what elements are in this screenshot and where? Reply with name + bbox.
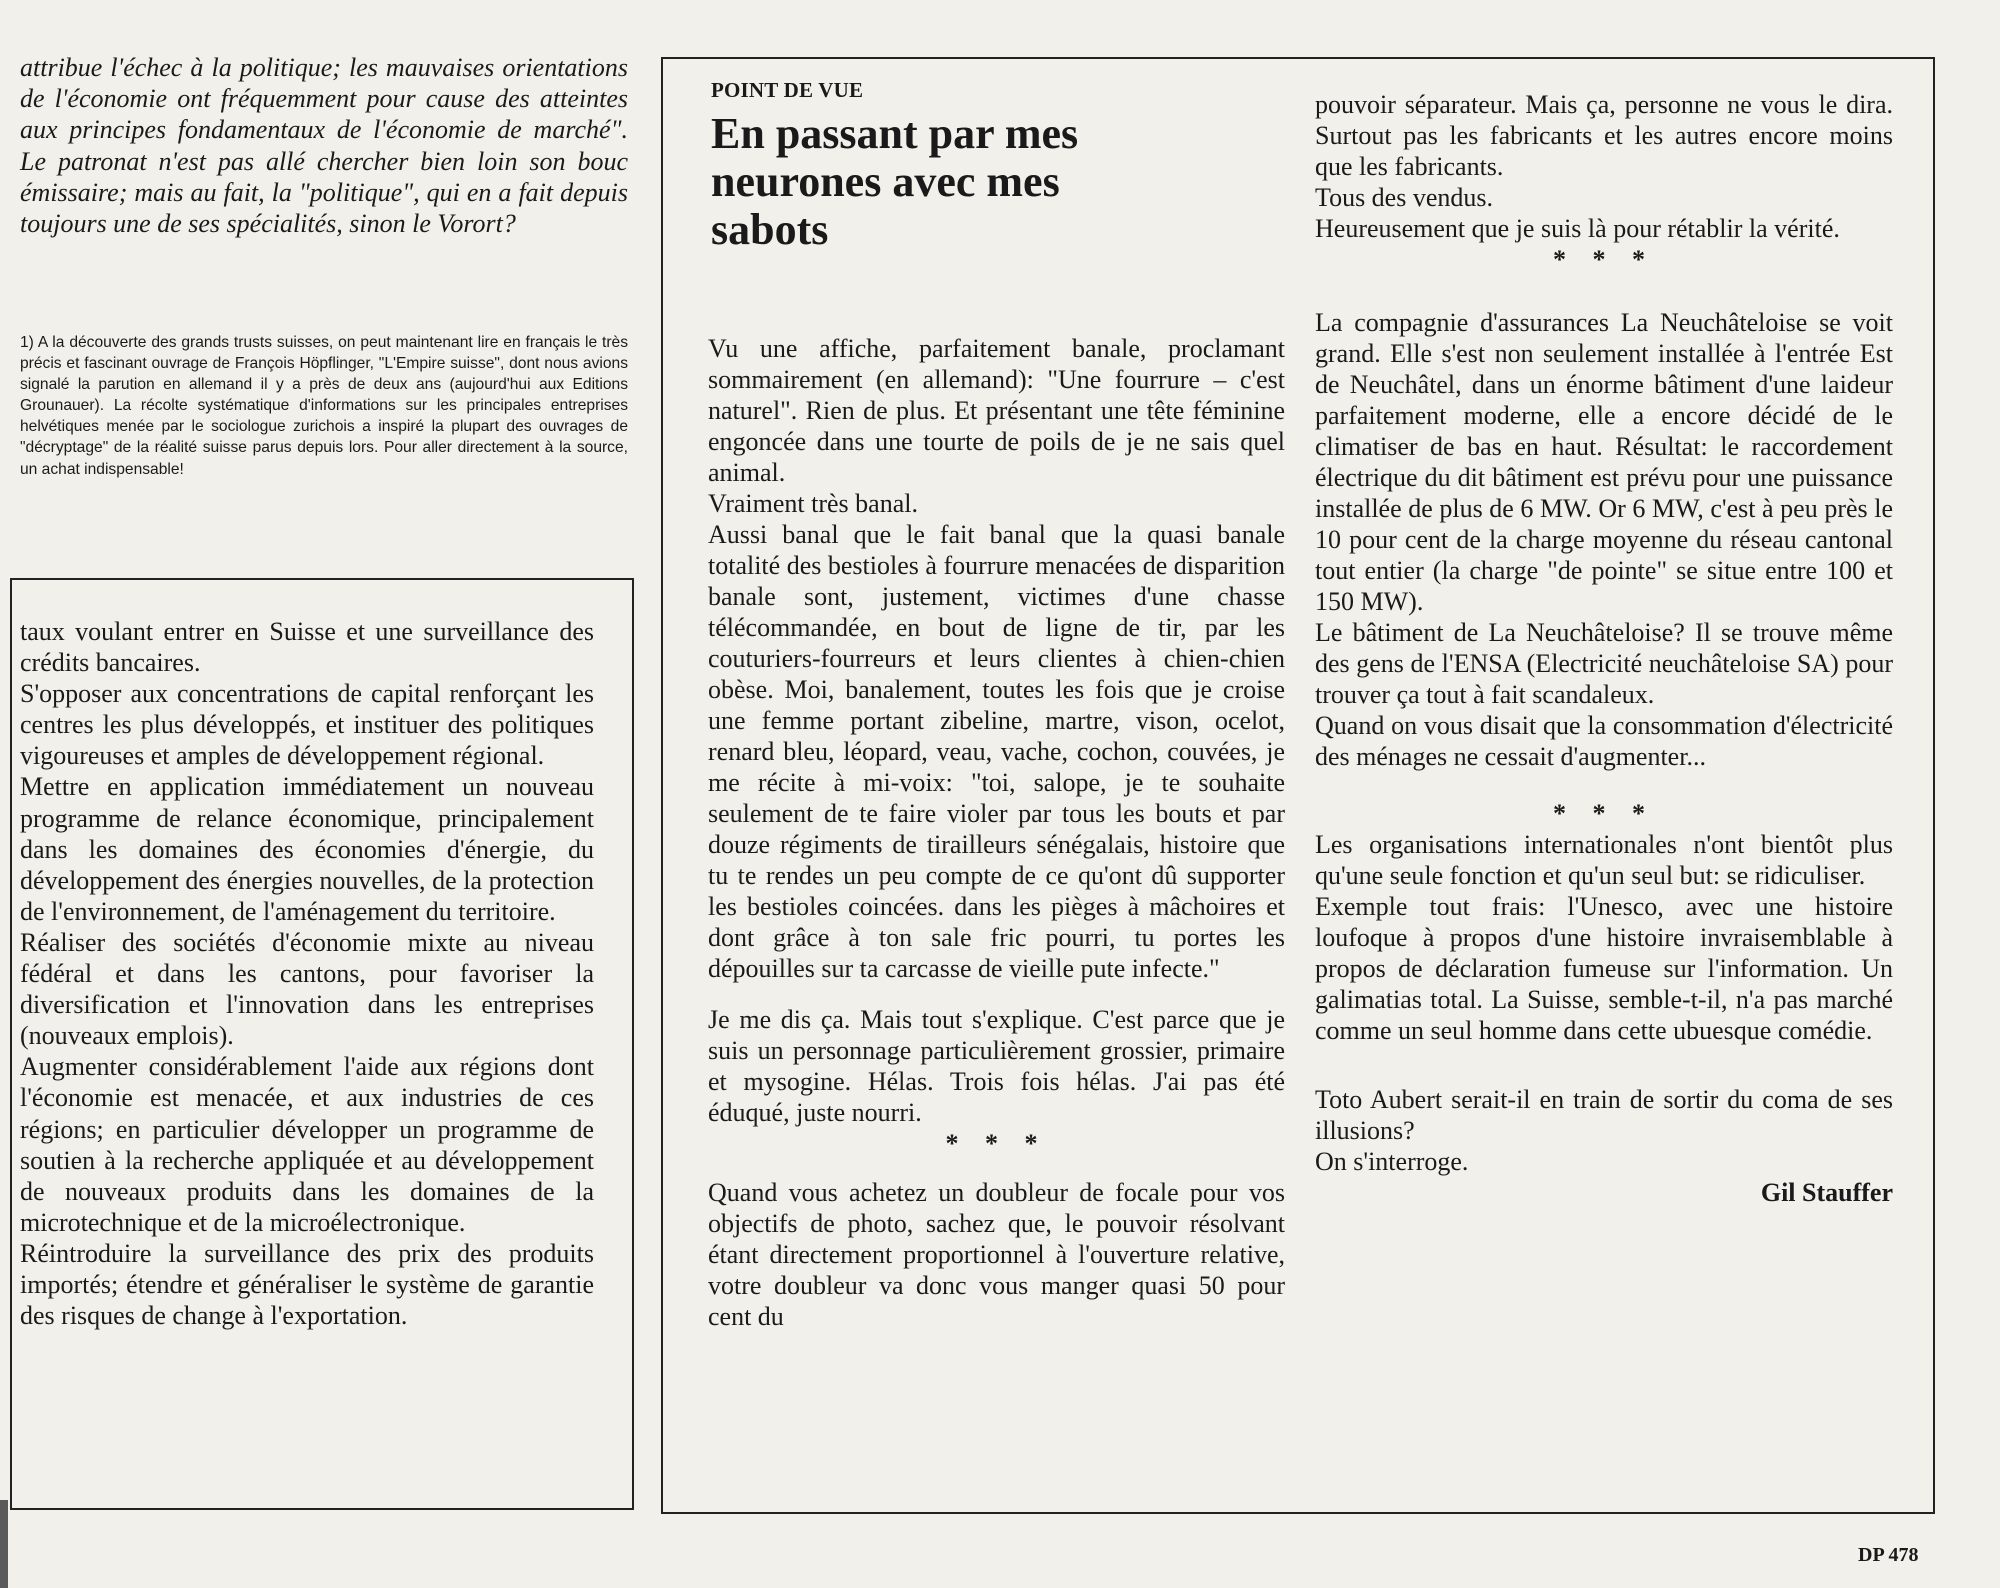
section-separator: * * * xyxy=(1553,799,1655,828)
article-paragraph: Vu une affiche, parfaitement banale, proclamant sommairement (en allemand): "Une fourrure – c'est naturel". Rien de plus. Et présentant une tête féminine engoncée dans une tourte de poils de je ne sais quel animal. xyxy=(708,334,1285,487)
section-separator: * * * xyxy=(1553,245,1655,274)
box-paragraph: Mettre en application immédiatement un nouveau programme de relance économique, principalement dans les domaines des économies d'énergie, du développement des énergies nouvelles, de la protection de l'environnement, de l'aménagement du territoire. xyxy=(20,772,594,926)
article-paragraph: Les organisations internationales n'ont bientôt plus qu'une seule fonction et qu'un seul but: se ridiculiser. xyxy=(1315,830,1893,890)
box-paragraph: S'opposer aux concentrations de capital renforçant les centres les plus développés, et instituer des politiques vigoureuses et amples de développement régional. xyxy=(20,679,594,771)
article-paragraph: Quand vous achetez un doubleur de focale pour vos objectifs de photo, sachez que, le pouvoir résolvant étant directement proportionnel à l'ouverture relative, votre doubleur va donc vous manger quasi 50 pour cent du xyxy=(708,1178,1285,1331)
article-paragraph: Vraiment très banal. xyxy=(708,489,918,518)
page-number: DP 478 xyxy=(1858,1544,1919,1566)
box-paragraph: taux voulant entrer en Suisse et une surveillance des crédits bancaires. xyxy=(20,617,594,678)
article-paragraph: Quand on vous disait que la consommation d'électricité des ménages ne cessait d'augmenter... xyxy=(1315,711,1893,771)
box-paragraph: Réaliser des sociétés d'économie mixte au niveau fédéral et dans les cantons, pour favoriser la diversification et l'innovation dans les entreprises (nouveaux emplois). xyxy=(20,927,594,1051)
article-paragraph: Toto Aubert serait-il en train de sortir du coma de ses illusions? xyxy=(1315,1085,1893,1145)
article-title: En passant par mes neurones avec mes sabots xyxy=(711,109,1079,254)
footnote xyxy=(20,332,628,480)
footnote-text: 1) A la découverte des grands trusts suisses, on peut maintenant lire en français le très précis et fascinant ouvrage de François Höpflinger, "L'Empire suisse", dont nous avions signalé la parution en allemand il y a près de deux ans (aujourd'hui aux Editions Grounauer). La récolte systématique d'informations sur les principales entreprises helvétiques menée par le sociologue zurichois a inspiré la plupart des ouvrages de "décryptage" de la réalité suisse parus depuis lors. Pour aller directement à la source, un achat indispensable! xyxy=(20,334,628,478)
article-paragraph: La compagnie d'assurances La Neuchâteloise se voit grand. Elle s'est non seulement installée à l'entrée Est de Neuchâtel, dans un énorme bâtiment d'une laideur parfaitement moderne, elle a encore décidé de le climatiser de bas en haut. Résultat: le raccordement électrique du dit bâtiment est prévu pour une puissance installée de plus de 6 MW. Or 6 MW, c'est à peu près le 10 pour cent de la charge moyenne du réseau cantonal tout entier (la charge "de pointe" se situe entre 100 et 150 MW). xyxy=(1315,308,1893,616)
section-separator: * * * xyxy=(945,1129,1048,1158)
page-edge-shadow xyxy=(0,1500,8,1588)
box-paragraph: Augmenter considérablement l'aide aux régions dont l'économie est menacée, et aux industries de ces régions; en particulier développer un programme de soutien à la recherche appliquée et au développement de nouveaux produits dans les domaines de la microtechnique et de la microélectronique. xyxy=(20,1052,594,1237)
article-paragraph: Exemple tout frais: l'Unesco, avec une histoire loufoque à propos d'une histoire invraisemblable à propos de déclaration fumeuse sur l'information. Un galimatias total. La Suisse, semble-t-il, n'a pas marché comme un seul homme dans cette ubuesque comédie. xyxy=(1315,892,1893,1045)
left-column-intro xyxy=(20,52,628,239)
article-kicker: POINT DE VUE xyxy=(711,78,864,102)
article-paragraph: Heureusement que je suis là pour rétablir la vérité. xyxy=(1315,214,1840,243)
box-paragraph: Réintroduire la surveillance des prix des produits importés; étendre et généraliser le système de garantie des risques de change à l'exportation. xyxy=(20,1238,594,1331)
left-box-text xyxy=(20,616,594,1331)
article-paragraph: Aussi banal que le fait banal que la quasi banale totalité des bestioles à fourrure menacées de disparition banale sont, justement, victimes d'une chasse télécommandée, en bout de ligne de tir, par les couturiers-fourreurs et leurs clientes à chien-chien obèse. Moi, banalement, toutes les fois que je croise une femme portant zibeline, martre, vison, ocelot, renard bleu, léopard, veau, vache, cochon, couvées, je me récite à mi-voix: "toi, salope, je te souhaite seulement de te faire violer par tous les bouts et par douze régiments de tirailleurs sénégalais, histoire que tu te rendes un peu compte de ce qu'ont dû supporter les bestioles coincées. dans les pièges à mâchoires et dont grâce à ton sale fric pourri, tu portes les dépouilles sur ta carcasse de vieille pute infecte." xyxy=(708,520,1285,983)
article-paragraph: Le bâtiment de La Neuchâteloise? Il se trouve même des gens de l'ENSA (Electricité neuchâteloise SA) pour trouver ça tout à fait scandaleux. xyxy=(1315,618,1893,709)
article-paragraph: Je me dis ça. Mais tout s'explique. C'est parce que je suis un personnage particulièrement grossier, primaire et mysogine. Hélas. Trois fois hélas. J'ai pas été éduqué, juste nourri. xyxy=(708,1005,1285,1127)
article-paragraph: On s'interroge. xyxy=(1315,1147,1469,1176)
article-column-1 xyxy=(708,333,1285,1332)
article-paragraph: pouvoir séparateur. Mais ça, personne ne vous le dira. Surtout pas les fabricants et les autres encore moins que les fabricants. xyxy=(1315,90,1893,181)
author-signature: Gil Stauffer xyxy=(1760,1178,1893,1207)
article-column-2 xyxy=(1315,89,1893,1208)
article-paragraph: Tous des vendus. xyxy=(1315,183,1494,212)
intro-paragraph: attribue l'échec à la politique; les mauvaises orientations de l'économie ont fréquemment pour cause des atteintes aux principes fondamentaux de l'économie de marché". Le patronat n'est pas allé chercher bien loin son bouc émissaire; mais au fait, la "politique", qui en a fait depuis toujours une de ses spécialités, sinon le Vorort? xyxy=(20,53,628,239)
